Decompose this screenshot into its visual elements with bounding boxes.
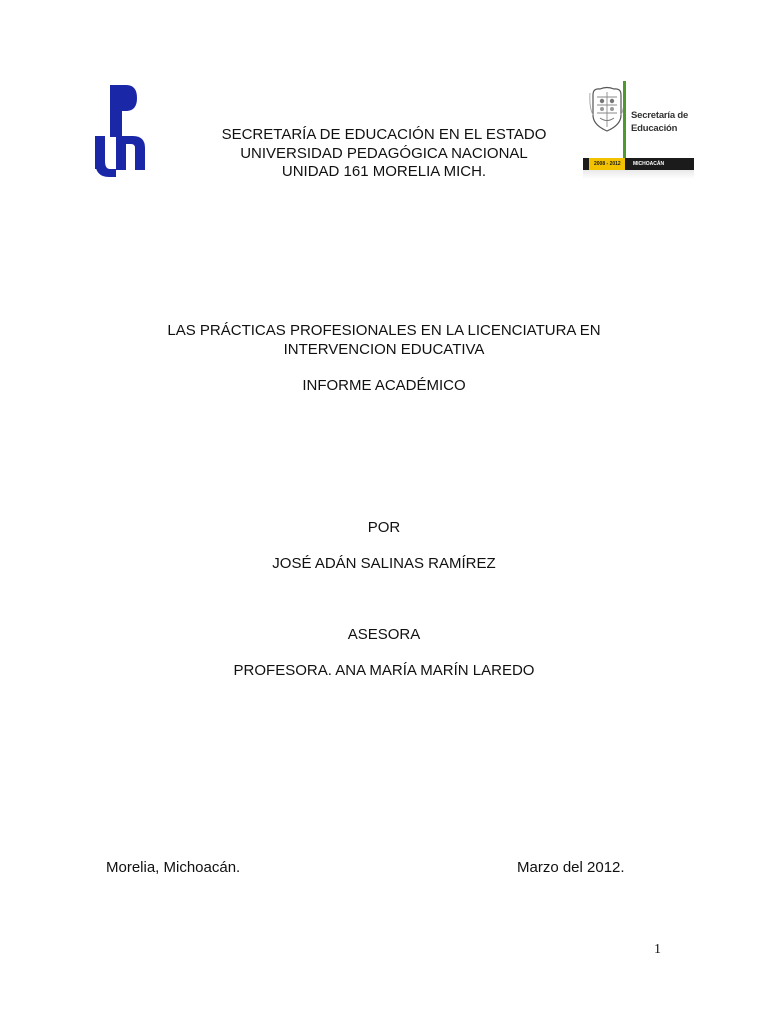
page-number: 1 [654,942,661,957]
header-line-secretaria: SECRETARÍA DE EDUCACIÓN EN EL ESTADO [221,126,547,143]
author-name: JOSÉ ADÁN SALINAS RAMÍREZ [272,555,496,572]
footer-date: Marzo del 2012. [517,859,625,876]
advisor-label: ASESORA [347,626,421,643]
logo-band-state: MICHOACÁN [633,161,665,167]
logo-text: Secretaría de Educación [631,110,689,134]
title-line-2: INTERVENCION EDUCATIVA [283,341,485,358]
title-line-1: LAS PRÁCTICAS PROFESIONALES EN LA LICENCIATURA EN [167,322,601,339]
header-line-unidad: UNIDAD 161 MORELIA MICH. [281,163,487,180]
report-type: INFORME ACADÉMICO [302,377,466,394]
header-line-universidad: UNIVERSIDAD PEDAGÓGICA NACIONAL [240,145,528,162]
footer-place: Morelia, Michoacán. [106,859,241,876]
advisor-name: PROFESORA. ANA MARÍA MARÍN LAREDO [233,662,535,679]
logo-band-years: 2008 - 2012 [594,161,621,167]
by-label: POR [367,519,401,536]
